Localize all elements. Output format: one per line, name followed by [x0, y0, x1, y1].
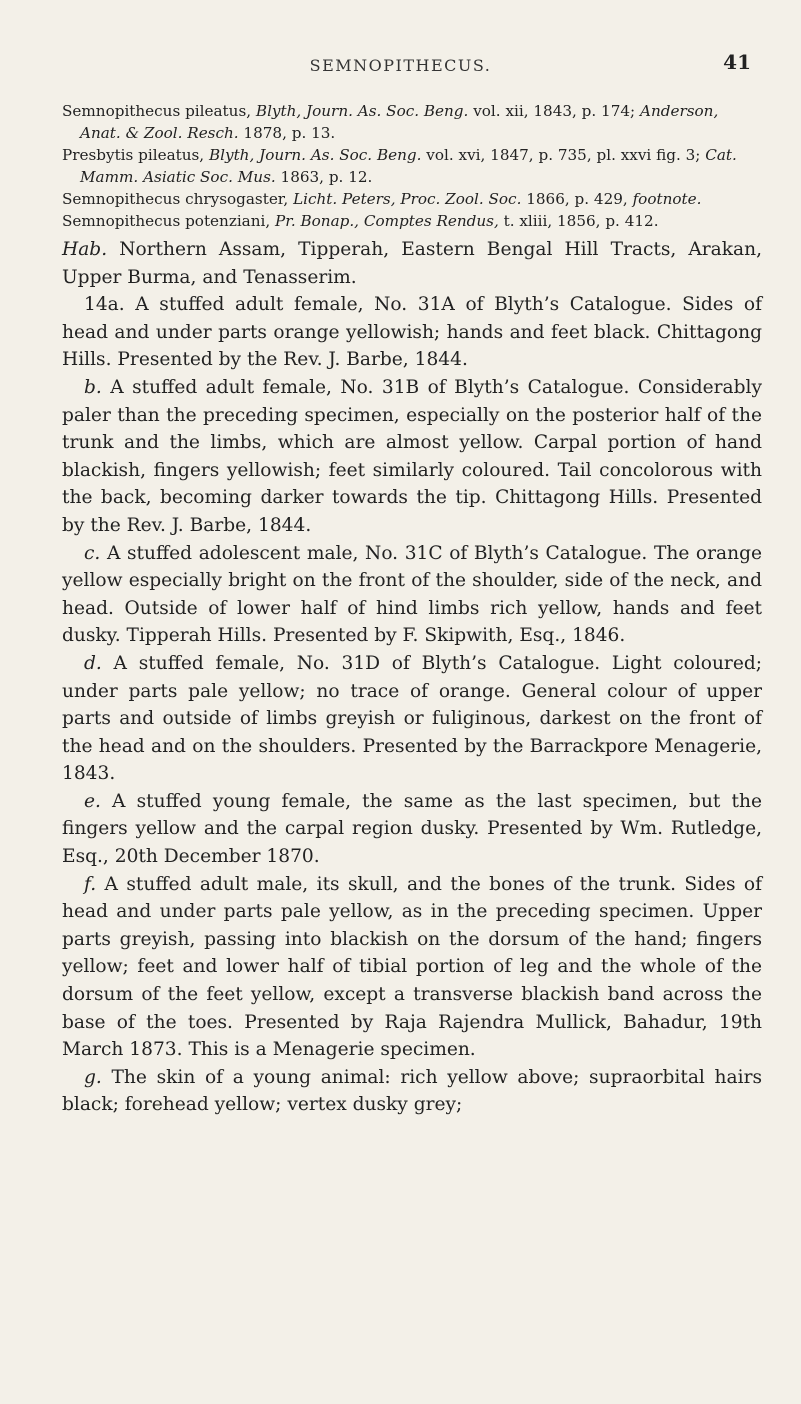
- specimen-label: d.: [84, 652, 102, 674]
- specimen-label: f.: [84, 873, 97, 895]
- habitat-label: Hab.: [62, 239, 108, 260]
- specimen-entry: 14a. A stuffed adult female, No. 31A of Blyth’s Catalogue. Sides of head and under parts orange yellowish; hands and feet black. Chittagong Hills. Presented by the Rev. J. Barbe, 1844.: [62, 294, 762, 371]
- page-number: 41: [723, 50, 751, 74]
- running-head: SEMNOPITHECUS.: [309, 56, 492, 75]
- specimen-entry: g. The skin of a young animal: rich yellow above; supraorbital hairs black; forehead yellow; vertex dusky grey;: [62, 1066, 762, 1116]
- specimen-entry: b. A stuffed adult female, No. 31B of Blyth’s Catalogue. Considerably paler than the preceding specimen, especially on the posterior half of the trunk and the limbs, which are almost yellow. Carpal portion of hand blackish, fingers yellowish; feet similarly coloured. Tail concolorous with the back, becoming darker towards the tip. Chittagong Hills. Presented by the Rev. J. Barbe, 1844.: [62, 376, 762, 536]
- specimen-label: 14a.: [84, 294, 125, 316]
- synonym-entry: Presbytis pileatus, Blyth, Journ. As. Soc. Beng. vol. xvi, 1847, p. 735, pl. xxvi fig. 3; Cat. Mamm. Asiatic Soc. Mus. 1863, p. 12.: [62, 146, 737, 186]
- specimen-entry: d. A stuffed female, No. 31D of Blyth’s Catalogue. Light coloured; under parts pale yellow; no trace of orange. General colour of upper parts and outside of limbs greyish or fuliginous, darkest on the front of the head and on the shoulders. Presented by the Barrackpore Menagerie, 1843.: [62, 652, 762, 785]
- specimen-label: g.: [84, 1066, 102, 1088]
- specimen-label: c.: [84, 542, 101, 564]
- synonym-entry: Semnopithecus pileatus, Blyth, Journ. As. Soc. Beng. vol. xii, 1843, p. 174; Anderson, Anat. & Zool. Resch. 1878, p. 13.: [62, 102, 719, 142]
- specimen-entry: e. A stuffed young female, the same as the last specimen, but the fingers yellow and the carpal region dusky. Presented by Wm. Rutledge, Esq., 20th December 1870.: [62, 790, 762, 868]
- habitat-paragraph: Hab. Northern Assam, Tipperah, Eastern Bengal Hill Tracts, Arakan, Upper Burma, and Tenasserim.: [62, 239, 762, 288]
- specimen-label: e.: [84, 790, 101, 812]
- synonym-entry: Semnopithecus chrysogaster, Licht. Peters, Proc. Zool. Soc. 1866, p. 429, footnote.: [62, 190, 702, 208]
- specimen-label: b.: [84, 376, 102, 398]
- page-body: [62, 100, 762, 1119]
- synonym-entry: Semnopithecus potenziani, Pr. Bonap., Comptes Rendus, t. xliii, 1856, p. 412.: [62, 212, 659, 230]
- specimen-entry: f. A stuffed adult male, its skull, and the bones of the trunk. Sides of head and under parts pale yellow, as in the preceding specimen. Upper parts greyish, passing into blackish on the dorsum of the hand; fingers yellow; feet and lower half of tibial portion of leg and the whole of the dorsum of the feet yellow, except a transverse blackish band across the base of the toes. Presented by Raja Rajendra Mullick, Bahadur, 19th March 1873. This is a Menagerie specimen.: [62, 873, 762, 1061]
- synonymy-list: [62, 100, 762, 232]
- specimen-entry: c. A stuffed adolescent male, No. 31C of Blyth’s Catalogue. The orange yellow especially bright on the front of the shoulder, side of the neck, and head. Outside of lower half of hind limbs rich yellow, hands and feet dusky. Tipperah Hills. Presented by F. Skipwith, Esq., 1846.: [62, 542, 762, 647]
